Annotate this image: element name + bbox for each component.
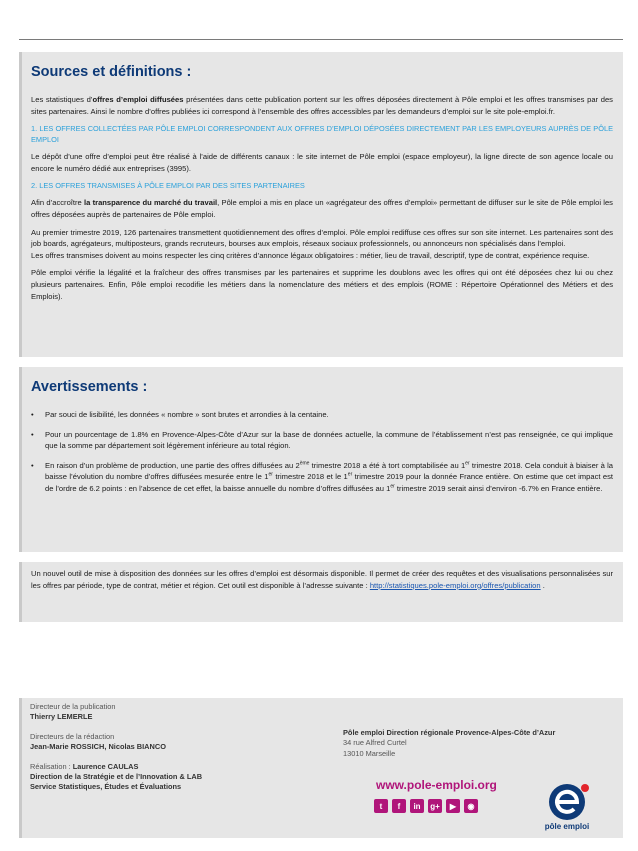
rss-icon[interactable]: ◉ [464, 799, 478, 813]
director-label: Directeur de la publication [30, 702, 116, 711]
warnings-list [31, 409, 613, 495]
warnings-title: Avertissements : [31, 379, 148, 395]
editors-names: Jean-Marie ROSSICH, Nicolas BIANCO [30, 742, 166, 752]
org-name: Pôle emploi Direction régionale Provence-Alpes-Côte d’Azur [343, 728, 556, 737]
youtube-icon[interactable]: ▶ [446, 799, 460, 813]
verification-paragraph: Pôle emploi vérifie la légalité et la fraîcheur des offres transmises par les partenaires et supprime les doublons avec les offres qui ont été déposées chez lui ou chez plusieurs partenaires. Enfin, Pôle emploi recodifie les métiers dans la nomenclature des métiers et des emplois (ROME : Répertoire Opérationnel des Métiers et des Emplois). [31, 268, 613, 301]
address-street: 34 rue Alfred Curtel [343, 738, 407, 748]
new-tool-paragraph: Un nouvel outil de mise à disposition des données sur les offres d’emploi est désormais disponible. Il permet de créer des requêtes et des visualisations personnalisées sur les offres par période, type de contrat, métier et région. Cet outil est disponible à l’adresse suivante : http://statistiques.pole-emploi.org/offres/publication . [31, 569, 613, 590]
logo-wordmark: pôle emploi [544, 822, 590, 831]
production-credit: Réalisation : Laurence CAULAS [30, 761, 139, 771]
facebook-icon[interactable]: f [392, 799, 406, 813]
new-tool-section [19, 562, 623, 622]
social-icons [374, 799, 478, 813]
warning-item-rounding: • Par souci de lisibilité, les données « nombre » sont brutes et arrondies à la centaine. [31, 410, 329, 419]
top-divider [19, 39, 623, 40]
googleplus-icon[interactable]: g+ [428, 799, 442, 813]
direction-name: Direction de la Stratégie et de l’Innovation & LAB [30, 772, 203, 782]
director-name: Thierry LEMERLE [30, 712, 93, 722]
regional-address [343, 728, 613, 759]
linkedin-icon[interactable]: in [410, 799, 424, 813]
statistics-link[interactable]: http://statistiques.pole-emploi.org/offres/publication [369, 580, 541, 590]
warnings-section [19, 367, 623, 552]
deposit-paragraph: Le dépôt d’une offre d’emploi peut être réalisé à l’aide de différents canaux : le site internet de Pôle emploi (espace employeur), la ligne directe de son agence locale ou encore le numéro dédié aux entreprises (3995). [31, 152, 613, 173]
website-link[interactable]: www.pole-emploi.org [376, 778, 497, 792]
warning-item-production: • En raison d’un problème de production, une partie des offres diffusées au 2ème trimestre 2018 a été à tort comptabilisée au 1er trimestre 2018. Cela conduit à biaiser à la baisse l’évolution du nombre d’offres diffusées mesurée entre le 1er trimestre 2018 et le 1er trimestre 2019 pour la donnée France entière. On estime que cet impact est de l’ordre de 6.2 points : en l’absence de cet effet, la baisse annuelle du nombre d’offres diffusées au 1er trimestre 2019 serait ainsi d’environ -6.7% en France entière. [31, 460, 613, 493]
address-city: 13010 Marseille [343, 748, 396, 758]
service-name: Service Statistiques, Études et Évaluations [30, 782, 182, 792]
sources-intro: Les statistiques d’offres d’emploi diffusées présentées dans cette publication portent sur les offres déposées directement à Pôle emploi et les offres transmises par des sites partenaires. Ainsi le nombre d’offres publiées ici correspond à l’ensemble des offres accessibles par les demandeurs d’emploi sur le site pole-emploi.fr. [31, 95, 613, 116]
footer [19, 698, 623, 838]
bullet-icon: • [31, 410, 34, 419]
warning-item-commune: • Pour un pourcentage de 1.8% en Provence-Alpes-Côte d’Azur sur la base de données actuelle, la commune de l’établissement n’est pas renseignée, ce qui implique que la somme par département soit légèrement inférieure au total région. [31, 429, 613, 451]
partners-paragraph: Au premier trimestre 2019, 126 partenaires transmettent quotidiennement des offres d’emploi. Pôle emploi rediffuse ces offres sur son site internet. Les partenaires sont des job boards, agrégateurs, multiposteurs, grands recruteurs, bourses aux emplois, réseaux sociaux professionnels, ou annonceurs non spécialisés dans l’emploi. [31, 227, 613, 249]
transparency-paragraph: Afin d’accroître la transparence du marché du travail, Pôle emploi a mis en place un «agrégateur des offres d’emploi» permettant de diffuser sur le site de Pôle emploi les offres déposées auprès de partenaires de Pôle emploi. [31, 198, 613, 219]
bullet-icon: • [31, 429, 34, 439]
sources-definitions-section [19, 52, 623, 357]
twitter-icon[interactable]: t [374, 799, 388, 813]
subheading-collected-offers: 1. LES OFFRES COLLECTÉES PAR PÔLE EMPLOI CORRESPONDENT AUX OFFRES D’EMPLOI DÉPOSÉES DIRECTEMENT PAR LES EMPLOYEURS AUPRÈS DE PÔLE EMPLOI [31, 124, 613, 145]
editors-label: Directeurs de la rédaction [30, 731, 115, 741]
criteria-paragraph: Les offres transmises doivent au moins respecter les cinq critères d’annonce légaux obligatoires : métier, lieu de travail, descriptif, type de contrat, expérience requise. [31, 250, 590, 260]
publication-credits [30, 702, 330, 793]
sources-title: Sources et définitions : [31, 64, 192, 80]
bullet-icon: • [31, 460, 34, 470]
subheading-partner-offers: 2. LES OFFRES TRANSMISES À PÔLE EMPLOI PAR DES SITES PARTENAIRES [31, 181, 305, 191]
